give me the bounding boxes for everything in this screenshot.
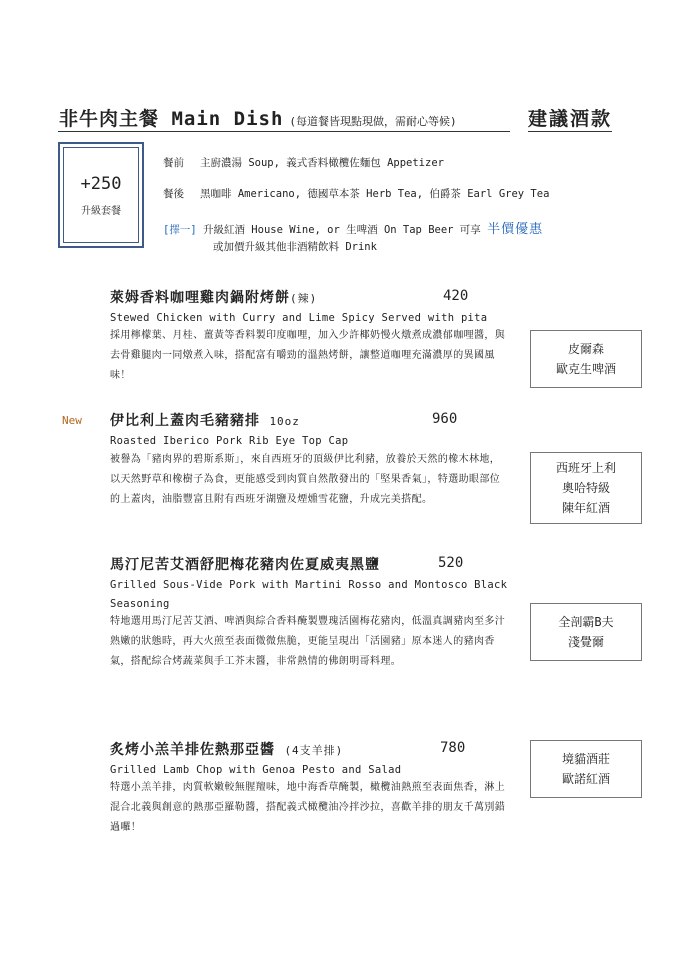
item-name-note: (辣): [290, 292, 318, 305]
item-desc-pork: 特地選用馬汀尼苦艾酒、啤酒與綜合香料醃製豐瑰活園梅花豬肉，低溫真調豬肉至多汁熟嫩的狀態時，再大火煎至表面微微焦脆，更能呈現出「活園豬」原本迷人的豬肉香氣，搭配綜合烤蔬菜與手工芥末醬，非常熱情的佛朗明哥料理。: [110, 616, 506, 667]
wine-line: 皮爾森: [567, 342, 604, 356]
set-option-line: [163, 218, 543, 237]
wine-line: 歐克生啤酒: [555, 362, 616, 376]
wine-box-iberico: [530, 452, 642, 524]
item-name-note: (4支羊排): [284, 744, 344, 757]
option-text: 升級紅酒 House Wine, or 生啤酒 On Tap Beer 可享: [202, 224, 481, 236]
wine-heading-underline: [528, 131, 612, 132]
item-name-pork: 馬汀尼苦艾酒舒肥梅花豬肉佐夏威夷黑鹽: [110, 557, 380, 573]
set-option-line2: 或加價升級其他非酒精飲料 Drink: [213, 241, 377, 253]
wine-box-curry: [530, 330, 642, 388]
item-english-pork-1: Grilled Sous-Vide Pork with Martini Rosso and Montosco Black: [110, 579, 508, 591]
item-name-note: 10oz: [269, 415, 300, 428]
item-english-curry: Stewed Chicken with Curry and Lime Spicy Served with pita: [110, 312, 488, 324]
wine-line: 歐諾紅酒: [561, 772, 610, 786]
item-price-iberico: 960: [432, 411, 458, 427]
half-price-text: 半價優惠: [487, 222, 544, 237]
item-english-iberico: Roasted Iberico Pork Rib Eye Top Cap: [110, 435, 349, 447]
set-price: +250: [80, 173, 122, 194]
item-name-iberico: [110, 410, 300, 430]
wine-line: 西班牙上利: [555, 461, 616, 475]
new-badge: New: [62, 414, 82, 427]
title-underline: [58, 131, 510, 132]
item-name-curry: [110, 287, 317, 307]
set-price-box: [58, 142, 144, 248]
title-note: (每道餐皆現點現做，需耐心等候): [289, 115, 457, 128]
item-name-text: 萊姆香料咖哩雞肉鍋附烤餅: [110, 290, 290, 306]
item-name-lamb: [110, 739, 343, 759]
item-english-pork-2: Seasoning: [110, 598, 170, 610]
page-title: [59, 104, 457, 131]
wine-line: 陳年紅酒: [561, 501, 610, 515]
option-tag: [擇一]: [163, 224, 197, 236]
item-price-curry: 420: [443, 288, 469, 304]
set-label: 升級套餐: [81, 205, 121, 217]
wine-line: 全剖霸B夫: [558, 615, 614, 629]
wine-heading: 建議酒款: [528, 108, 613, 130]
item-desc-lamb: 特選小羔羊排，肉質軟嫩較無腥羶味，地中海香草醃製，橄欖油熱煎至表面焦香，淋上混合北義與創意的熱那亞羅勒醬，搭配義式橄欖油冷拌沙拉，喜歡羊排的朋友千萬別錯過囉！: [110, 782, 506, 833]
before-text: 主廚濃湯 Soup, 義式香料橄欖佐麵包 Appetizer: [200, 157, 444, 169]
item-price-lamb: 780: [440, 740, 466, 756]
set-before-line: [163, 155, 444, 170]
item-price-pork: 520: [438, 555, 464, 571]
title-text: 非牛肉主餐 Main Dish: [59, 108, 284, 130]
after-text: 黑咖啡 Americano, 德國草本茶 Herb Tea, 伯爵茶 Earl Grey Tea: [200, 188, 550, 200]
set-after-line: [163, 186, 549, 201]
wine-box-pork: [530, 603, 642, 661]
item-english-lamb: Grilled Lamb Chop with Genoa Pesto and Salad: [110, 764, 402, 776]
item-desc-iberico: 被譽為「豬肉界的碧斯系斯」，來自西班牙的頂級伊比利豬，放養於天然的橡木林地，以天然野草和橡樹子為食，更能感受到肉質自然散發出的「堅果香氣」，特選助眼部位的上蓋肉，油脂豐富且附有西班牙湖鹽及煙燻雪花鹽，升成完美搭配。: [110, 454, 501, 505]
after-key: 餐後: [163, 188, 184, 200]
item-desc-curry: 採用檸檬葉、月桂、薑黃等香料製印度咖哩，加入少許椰奶慢火燉煮成濃郁咖哩醬，與去骨雞腿肉一同燉煮入味，搭配富有嚼勁的溫熱烤餅，讓整道咖哩充滿濃厚的異國風味！: [110, 330, 506, 381]
item-name-text: 伊比利上蓋肉毛豬豬排: [110, 413, 260, 429]
wine-box-lamb: [530, 740, 642, 798]
wine-line: 奧哈特級: [561, 481, 610, 495]
item-name-text: 炙烤小羔羊排佐熱那亞醬: [110, 742, 275, 758]
wine-line: 境貓酒莊: [561, 752, 610, 766]
wine-line: 淺覺爾: [567, 635, 604, 649]
before-key: 餐前: [163, 157, 184, 169]
